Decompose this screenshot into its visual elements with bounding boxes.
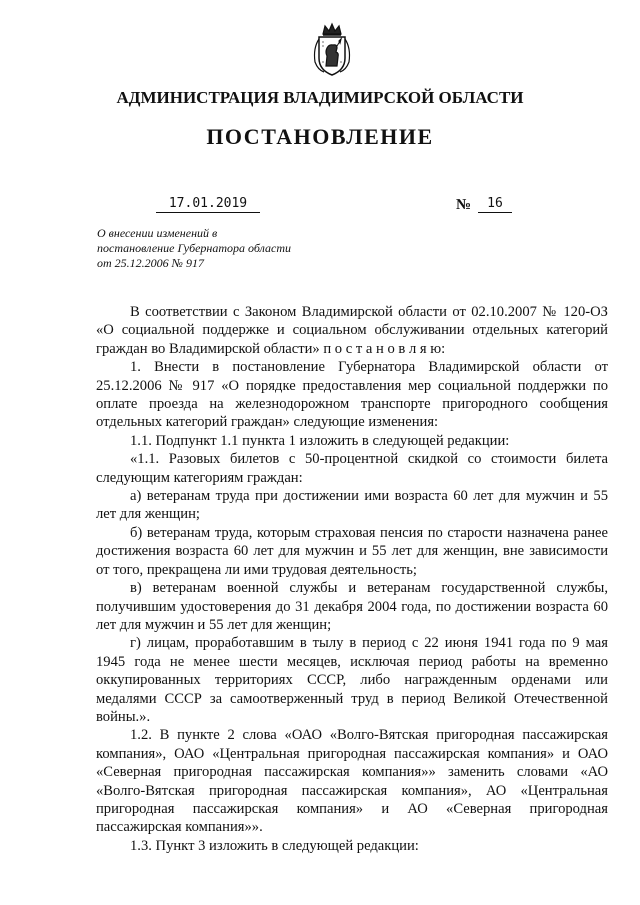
- body-paragraph-sub-b: б) ветеранам труда, которым страховая пенсия по старости назначена ранее достижения возраста 60 лет для мужчин и 55 лет для женщин, вне зависимости от того, прекращена ли ими трудовая деятельность;: [96, 524, 608, 578]
- document-date: 17.01.2019: [156, 196, 260, 213]
- subject-line: от 25.12.2006 № 917: [97, 256, 204, 270]
- subject-line: О внесении изменений в: [97, 226, 218, 240]
- document-type-title: ПОСТАНОВЛЕНИЕ: [206, 124, 434, 149]
- body-paragraph-item-1-3: 1.3. Пункт 3 изложить в следующей редакции:: [130, 837, 419, 854]
- body-paragraph-item-1: 1. Внести в постановление Губернатора Владимирской области от 25.12.2006 № 917 «О порядке предоставления мер социальной поддержки по оплате проезда на железнодорожном транспорте пригородного сообщения отдельных категорий граждан» следующие изменения:: [96, 359, 608, 431]
- subject-line: постановление Губернатора области: [97, 241, 292, 255]
- body-paragraph-sub-g: г) лицам, проработавшим в тылу в период с 22 июня 1941 года по 9 мая 1945 года не менее шести месяцев, исключая период работы на временно оккупированных территориях СССР, либо награжденным орденами или медалями СССР за самоотверженный труд в период Великой Отечественной войны.».: [96, 635, 608, 725]
- number-sign: №: [456, 197, 472, 213]
- document-body: [96, 303, 608, 855]
- body-paragraph-quote-1-1: «1.1. Разовых билетов с 50-процентной скидкой со стоимости билета следующим категориям граждан:: [96, 451, 608, 486]
- body-paragraph-item-1-2: 1.2. В пункте 2 слова «ОАО «Волго-Вятская пригородная пассажирская компания», ОАО «Центральная пригородная пассажирская компания» и ОАО «Северная пригородная пассажирская компания»» заменить словами «АО «Волго-Вятская пригородная пассажирская компания», АО «Центральная пригородная пассажирская компания» и АО «Северная пригородная пассажирская компания»».: [96, 727, 608, 836]
- document-subject: [97, 226, 291, 271]
- body-paragraph-sub-a: а) ветеранам труда при достижении ими возраста 60 лет для мужчин и 55 лет для женщин;: [96, 488, 608, 523]
- coat-of-arms-icon: [310, 22, 354, 78]
- body-paragraph-item-1-1: 1.1. Подпункт 1.1 пункта 1 изложить в следующей редакции:: [130, 432, 510, 449]
- organization-name: АДМИНИСТРАЦИЯ ВЛАДИМИРСКОЙ ОБЛАСТИ: [116, 88, 524, 107]
- body-paragraph-sub-v: в) ветеранам военной службы и ветеранам государственной службы, получившим удостоверения до 31 декабря 2004 года, по достижении возраста 60 лет для мужчин и 55 лет для женщин;: [96, 580, 608, 633]
- document-number: 16: [478, 196, 512, 213]
- body-paragraph-preamble: В соответствии с Законом Владимирской области от 02.10.2007 № 120-ОЗ «О социальной поддержке и социальном обслуживании отдельных категорий граждан во Владимирской области» п о с т а н о в л я ю:: [96, 304, 608, 357]
